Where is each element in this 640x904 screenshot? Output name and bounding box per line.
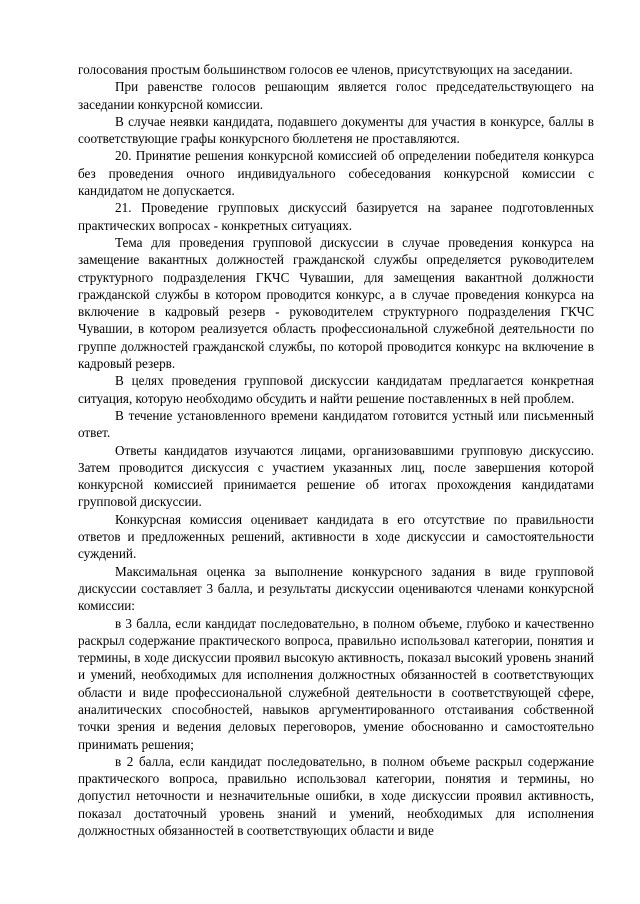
paragraph-answers-review: Ответы кандидатов изучаются лицами, организовавшими групповую дискуссию. Затем проводится дискуссия с участием указанных лиц, после завершения которой конкурсной комиссией принимается решение об итогах прохождения кандидатами групповой дискуссии. <box>78 442 594 510</box>
paragraph-discussion-topic: Тема для проведения групповой дискуссии в случае проведения конкурса на замещение вакантных должностей гражданской службы определяется руководителем структурного подразделения ГКЧС Чувашии, для замещения вакантной должности гражданской службы в котором проводится конкурс, а в случае проведения конкурса на включение в кадровый резерв - руководителем структурного подразделения ГКЧС Чувашии, в котором реализуется область профессиональной служебной деятельности по группе должностей гражданской службы, по которой проводится конкурс на включение в кадровый резерв. <box>78 234 594 372</box>
paragraph-item-21: 21. Проведение групповых дискуссий базируется на заранее подготовленных практических вопросах - конкретных ситуациях. <box>78 200 594 233</box>
paragraph-score-2: в 2 балла, если кандидат последовательно, в полном объеме раскрыл содержание практического вопроса, правильно использовал категории, понятия и термины, но допустил неточности и незначительные ошибки, в ходе дискуссии проявил активность, показал достаточный уровень знаний и умений, необходимых для исполнения должностных обязанностей в соответствующих области и виде <box>78 753 594 839</box>
paragraph-item-20: 20. Принятие решения конкурсной комиссией об определении победителя конкурса без проведения очного индивидуального собеседования конкурсной комиссии с кандидатом не допускается. <box>78 148 594 199</box>
document-body <box>78 61 594 839</box>
paragraph-candidate-absence: В случае неявки кандидата, подавшего документы для участия в конкурсе, баллы в соответствующие графы конкурсного бюллетеня не проставляются. <box>78 113 594 147</box>
paragraph-answer-preparation: В течение установленного времени кандидатом готовится устный или письменный ответ. <box>78 407 594 441</box>
paragraph-max-score: Максимальная оценка за выполнение конкурсного задания в виде групповой дискуссии составляет 3 балла, и результаты дискуссии оцениваются членами конкурсной комиссии: <box>78 563 594 614</box>
paragraph-score-3: в 3 балла, если кандидат последовательно, в полном объеме, глубоко и качественно раскрыл содержание практического вопроса, правильно использовал категории, понятия и термины, в ходе дискуссии проявил высокую активность, показал высокий уровень знаний и умений, необходимых для исполнения должностных обязанностей в соответствующих области и виде профессиональной служебной деятельности в соответствующей сфере, аналитических способностей, навыков аргументированного отстаивания собственной точки зрения и ведения деловых переговоров, умение обоснованно и самостоятельно принимать решения; <box>78 615 594 752</box>
paragraph-commission-evaluation: Конкурсная комиссия оценивает кандидата в его отсутствие по правильности ответов и предложенных решений, активности в ходе дискуссии и самостоятельности суждений. <box>78 511 594 562</box>
paragraph-discussion-situation: В целях проведения групповой дискуссии кандидатам предлагается конкретная ситуация, которую необходимо обсудить и найти решение поставленных в ней проблем. <box>78 373 594 406</box>
paragraph-voting-continuation: голосования простым большинством голосов ее членов, присутствующих на заседании. <box>78 62 573 77</box>
paragraph-tie-vote: При равенстве голосов решающим является голос председательствующего на заседании конкурсной комиссии. <box>78 79 594 112</box>
